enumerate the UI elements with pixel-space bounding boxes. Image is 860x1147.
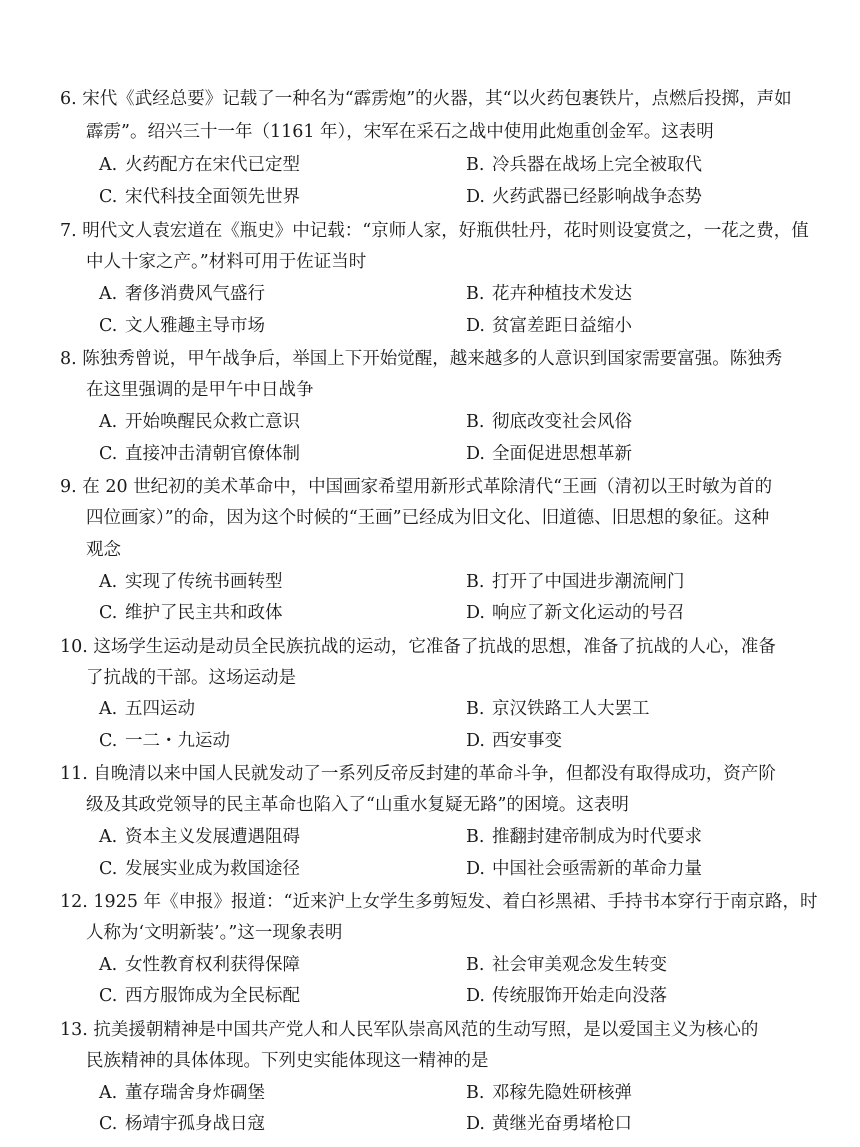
option-b: B. 社会审美观念发生转变 [466,955,667,975]
option-d: D. 中国社会亟需新的革命力量 [466,859,702,879]
question-stem-line: 人称为‘文明新装’。”这一现象表明 [86,923,343,943]
option-a: A. 开始唤醒民众救亡意识 [99,412,300,432]
question-stem-line: 观念 [86,540,121,560]
question-number: 10. [60,637,88,657]
option-a: A. 奢侈消费风气盛行 [99,284,265,304]
option-d: D. 火药武器已经影响战争态势 [466,187,702,207]
option-d: D. 贫富差距日益缩小 [466,316,632,336]
option-c: C. 宋代科技全面领先世界 [99,187,300,207]
question-number: 11. [60,764,88,784]
question-stem-line: 在这里强调的是甲午中日战争 [86,380,314,400]
question-number: 9. [60,477,77,497]
option-c: C. 西方服饰成为全民标配 [99,986,300,1006]
question-stem-line: 中人十家之产。”材料可用于佐证当时 [86,252,367,272]
option-d: D. 黄继光奋勇堵枪口 [466,1114,632,1134]
option-a: A. 资本主义发展遭遇阻碍 [99,827,300,847]
option-a: A. 火药配方在宋代已定型 [99,155,300,175]
option-c: C. 发展实业成为救国途径 [99,859,300,879]
option-d: D. 响应了新文化运动的号召 [466,603,685,623]
question-stem-line: 霹雳”。绍兴三十一年（1161 年），宋军在采石之战中使用此炮重创金军。这表明 [86,122,714,142]
option-b: B. 花卉种植技术发达 [466,284,632,304]
option-d: D. 西安事变 [466,731,562,751]
question-stem-line: 民族精神的具体体现。下列史实能体现这一精神的是 [86,1051,489,1071]
option-c: C. 一二・九运动 [99,731,230,751]
option-b: B. 邓稼先隐姓研核弹 [466,1083,632,1103]
question-stem-line: 8. 陈独秀曾说，甲午战争后，举国上下开始觉醒，越来越多的人意识到国家需要富强。陈独秀 [60,349,783,369]
question-stem-line: 7. 明代文人袁宏道在《瓶史》中记载：“京师人家，好瓶供牡丹，花时则设宴赏之，一花之费，值 [60,221,809,241]
option-b: B. 打开了中国进步潮流闸门 [466,572,685,592]
question-stem-line: 级及其政党领导的民主革命也陷入了“山重水复疑无路”的困境。这表明 [86,795,629,815]
option-d: D. 传统服饰开始走向没落 [466,986,667,1006]
option-c: C. 杨靖宇孤身战日寇 [99,1114,265,1134]
option-c: C. 直接冲击清朝官僚体制 [99,444,300,464]
question-stem-line: 12. 1925 年《申报》报道：“近来沪上女学生多剪短发、着白衫黑裙、手持书本穿行于南京路，时 [60,892,818,912]
option-a: A. 实现了传统书画转型 [99,572,283,592]
question-number: 12. [60,892,88,912]
question-number: 8. [60,349,77,369]
option-b: B. 彻底改变社会风俗 [466,412,632,432]
option-b: B. 推翻封建帝制成为时代要求 [466,827,702,847]
option-a: A. 五四运动 [99,699,195,719]
question-stem-line: 四位画家）”的命，因为这个时候的“王画”已经成为旧文化、旧道德、旧思想的象征。这种 [86,508,770,528]
option-c: C. 文人雅趣主导市场 [99,316,265,336]
question-stem-line: 10. 这场学生运动是动员全民族抗战的运动，它准备了抗战的思想，准备了抗战的人心，准备 [60,637,776,657]
option-b: B. 冷兵器在战场上完全被取代 [466,155,702,175]
option-d: D. 全面促进思想革新 [466,444,632,464]
question-number: 6. [60,89,77,109]
question-stem-line: 9. 在 20 世纪初的美术革命中，中国画家希望用新形式革除清代“王画（清初以王时敏为首的 [60,477,773,497]
option-a: A. 董存瑞舍身炸碉堡 [99,1083,265,1103]
question-stem-line: 了抗战的干部。这场运动是 [86,668,296,688]
question-number: 13. [60,1020,88,1040]
option-a: A. 女性教育权利获得保障 [99,955,300,975]
question-number: 7. [60,221,77,241]
option-b: B. 京汉铁路工人大罢工 [466,699,650,719]
question-stem-line: 11. 自晚清以来中国人民就发动了一系列反帝反封建的革命斗争，但都没有取得成功，资产阶 [60,764,776,784]
question-stem-line: 13. 抗美援朝精神是中国共产党人和人民军队崇高风范的生动写照，是以爱国主义为核心的 [60,1020,759,1040]
option-c: C. 维护了民主共和政体 [99,603,283,623]
question-stem-line: 6. 宋代《武经总要》记载了一种名为“霹雳炮”的火器，其“以火药包裹铁片，点燃后投掷，声如 [60,89,792,109]
